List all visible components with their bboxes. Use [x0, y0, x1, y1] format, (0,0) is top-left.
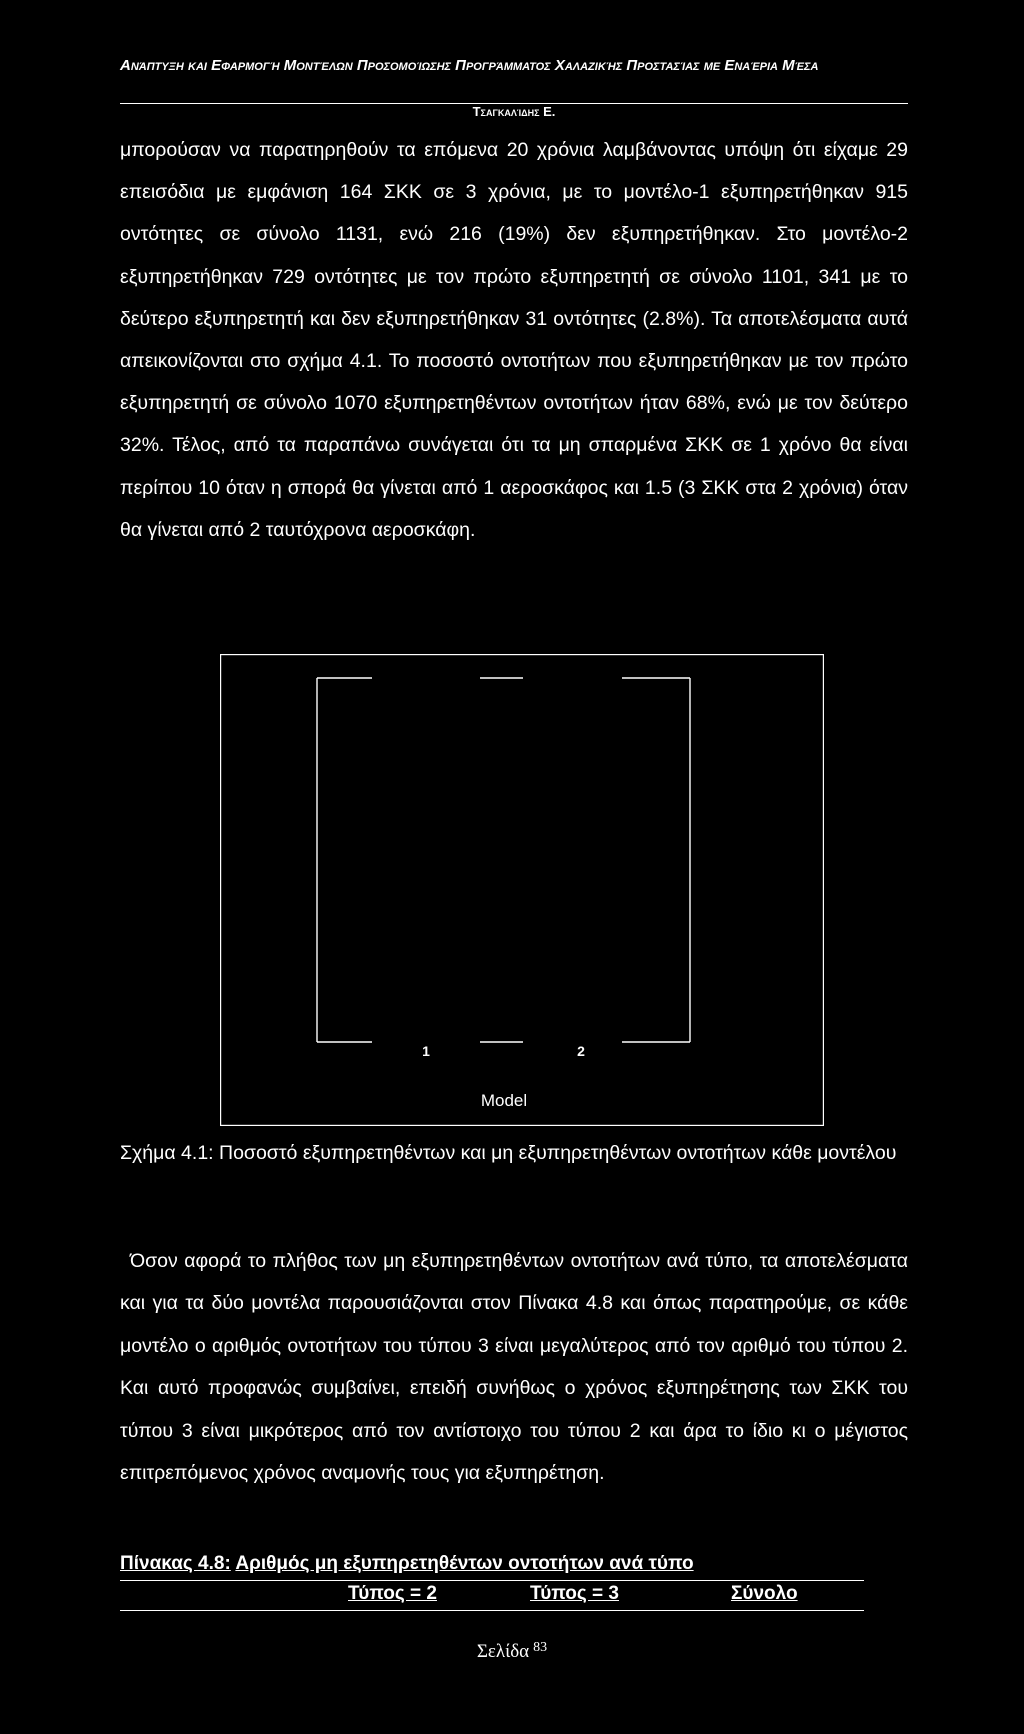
x-tick-label-1: 1 [422, 1043, 430, 1059]
table-title-text: Αριθμός μη εξυπηρετηθέντων οντοτήτων ανά τύπο [235, 1553, 694, 1574]
figure-4-1-chart [220, 654, 824, 1126]
running-header-author: Τσαγκαλίδης Ε. [472, 104, 556, 119]
table-header-rule [120, 1610, 864, 1611]
page-number: 83 [533, 1640, 548, 1655]
table-title-label: Πίνακας 4.8: [120, 1553, 231, 1574]
table-header-row [0, 1583, 1024, 1609]
table-header-total: Σύνολο [731, 1583, 798, 1604]
page-footer [0, 1640, 1024, 1663]
body-paragraph-2: Όσον αφορά το πλήθος των μη εξυπηρετηθέντων οντοτήτων ανά τύπο, τα αποτελέσματα και για τα δύο μοντέλα παρουσιάζονται στον Πίνακα 4.8 και όπως παρατηρούμε, σε κάθε μοντέλο ο αριθμός οντοτήτων του τύπου 3 είναι μεγαλύτερος από τον αριθμό του τύπου 2. Και αυτό προφανώς συμβαίνει, επειδή συνήθως ο χρόνος εξυπηρέτησης των ΣΚΚ του τύπου 3 είναι μικρότερος από τον αντίστοιχο του τύπου 2 και άρα το ίδιο κι ο μέγιστος επιτρεπόμενος χρόνος αναμονής τους για εξυπηρέτηση. [120, 1250, 908, 1485]
table-top-rule [120, 1580, 864, 1581]
chart-frame [221, 655, 824, 1126]
page-label: Σελίδα [476, 1641, 530, 1662]
x-axis-label: Model [480, 1091, 528, 1110]
body-paragraph-1: μπορούσαν να παρατηρηθούν τα επόμενα 20 χρόνια λαμβάνοντας υπόψη ότι είχαμε 29 επεισόδια με εμφάνιση 164 ΣΚΚ σε 3 χρόνια, με το μοντέλο-1 εξυπηρετήθηκαν 915 οντότητες σε σύνολο 1131, ενώ 216 (19%) δεν εξυπηρετήθηκαν. Στο μοντέλο-2 εξυπηρετήθηκαν 729 οντότητες με τον πρώτο εξυπηρετητή σε σύνολο 1101, 341 με το δεύτερο εξυπηρετητή και δεν εξυπηρετήθηκαν 31 οντότητες (2.8%). Τα αποτελέσματα αυτά απεικονίζονται στο σχήμα 4.1. Το ποσοστό οντοτήτων που εξυπηρετήθηκαν με τον πρώτο εξυπηρετητή σε σύνολο 1070 εξυπηρετηθέντων οντοτήτων ήταν 68%, ενώ με τον δεύτερο 32%. Τέλος, από τα παραπάνω συνάγεται ότι τα μη σπαρμένα ΣΚΚ σε 1 χρόνο θα είναι περίπου 10 όταν η σπορά θα γίνεται από 1 αεροσκάφος και 1.5 (3 ΣΚΚ στα 2 χρόνια) όταν θα γίνεται από 2 ταυτόχρονα αεροσκάφη. [120, 139, 908, 541]
table-header-type-3: Τύπος = 3 [530, 1583, 619, 1604]
table-title [120, 1553, 694, 1575]
running-header-title: Ανάπτυξη και Εφαρμογή Μοντέλων Προσομοίωσης Προγράμματος Χαλαζικής Προστασίας με Εναέρια Μέσα [120, 57, 819, 74]
figure-caption: Σχήμα 4.1: Ποσοστό εξυπηρετηθέντων και μη εξυπηρετηθέντων οντοτήτων κάθε μοντέλου [120, 1142, 897, 1164]
table-header-type-2: Τύπος = 2 [348, 1583, 437, 1604]
x-tick-label-2: 2 [577, 1043, 585, 1059]
